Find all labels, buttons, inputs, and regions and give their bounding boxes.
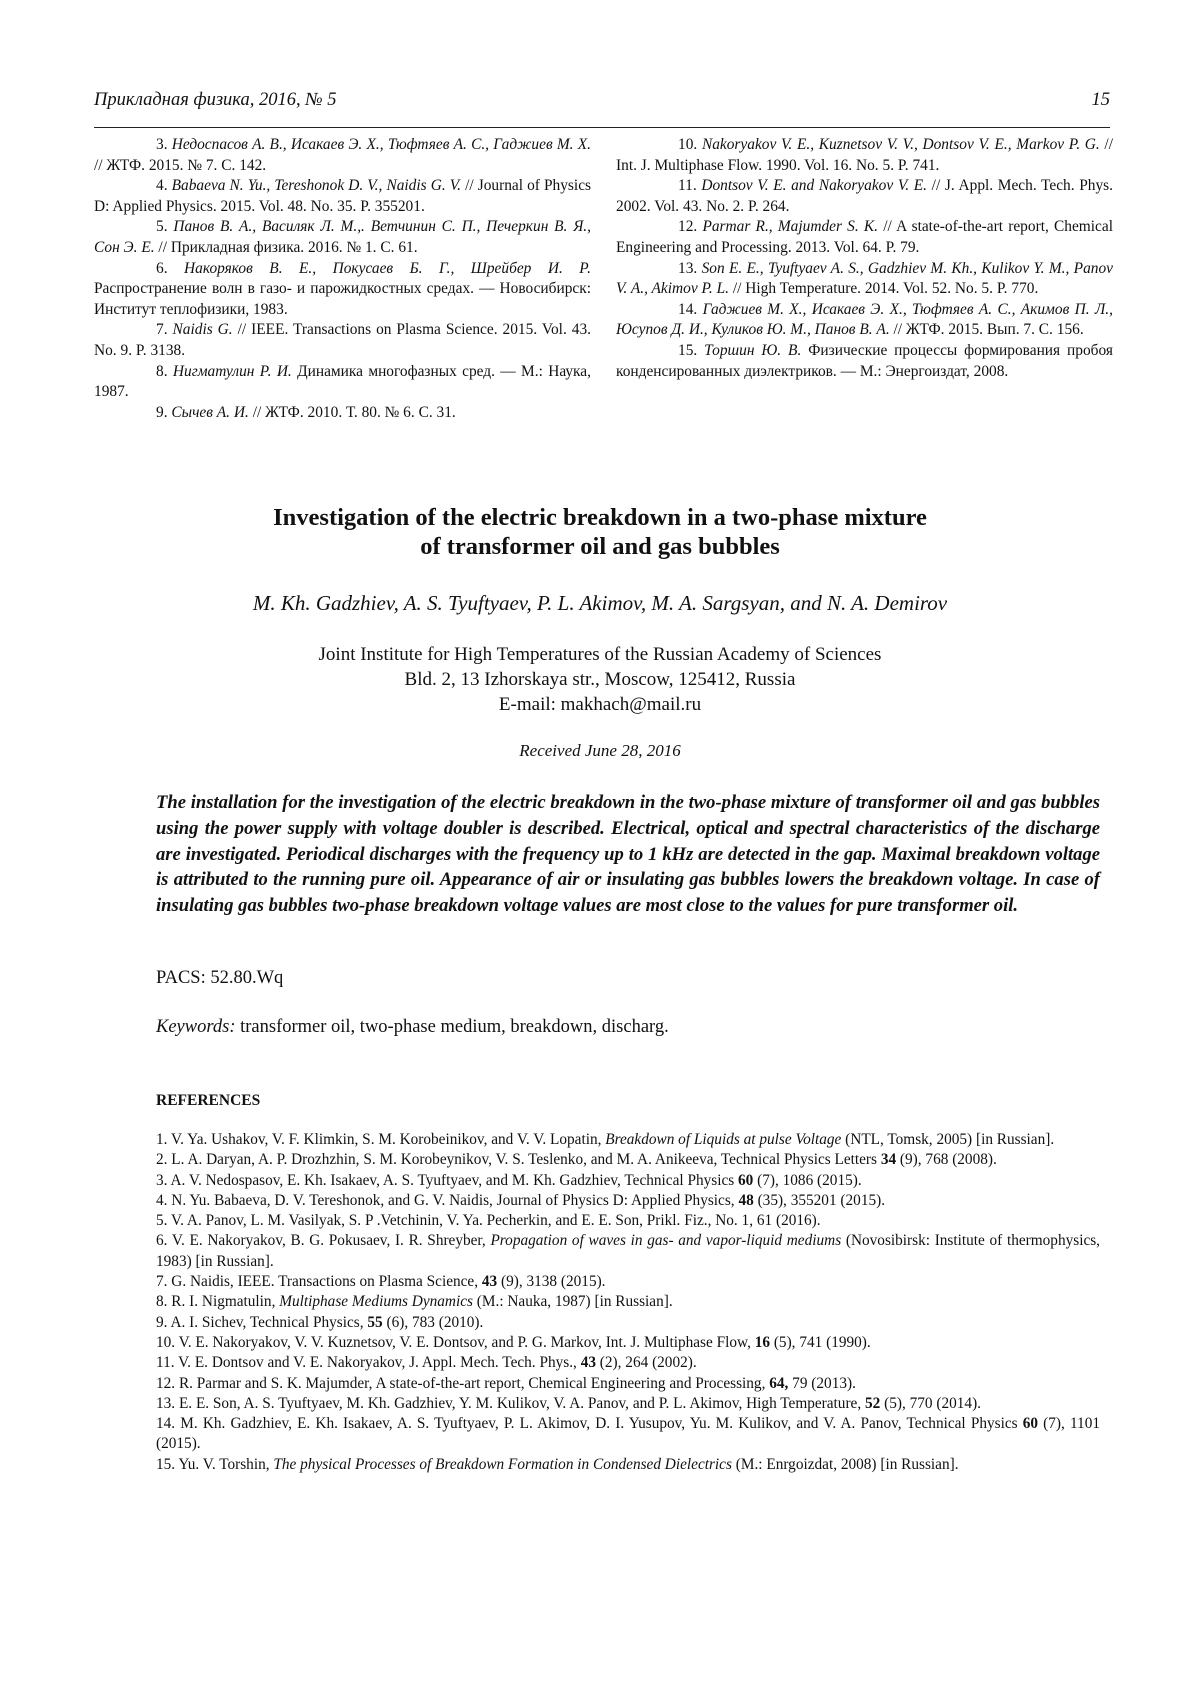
reference-authors: Торшин Ю. В. [704, 341, 802, 359]
reference-authors: Накоряков В. Е., Покусаев Б. Г., Шрейбер И. Р. [184, 259, 592, 277]
reference-entry [156, 1455, 1100, 1475]
reference-text: (Novosibirsk: Institute of thermophysics, 1983) [in Russian]. [156, 1232, 1101, 1270]
reference-text: 9. A. I. Sichev, Technical Physics, [156, 1313, 368, 1331]
reference-number: 13. [678, 259, 702, 277]
reference-volume: 34 [880, 1151, 897, 1169]
article-title-line-2: of transformer oil and gas bubbles [420, 533, 780, 560]
reference-number: 11. [678, 177, 702, 195]
reference-source: // Journal of Physics D: Applied Physics. 2015. Vol. 48. No. 35. P. 355201. [94, 177, 592, 215]
header-rule [94, 127, 1110, 128]
reference-volume: 55 [367, 1313, 383, 1331]
reference-entry [156, 1313, 1100, 1333]
references-heading: REFERENCES [156, 1092, 261, 1109]
reference-number: 7. [156, 321, 173, 339]
reference-text: 13. E. E. Son, A. S. Tyuftyaev, M. Kh. Gadzhiev, Y. M. Kulikov, V. A. Panov, and P. L. Akimov, High Temperature, [156, 1394, 865, 1412]
reference-entry [156, 1211, 1100, 1231]
reference-source: // High Temperature. 2014. Vol. 52. No. 5. P. 770. [729, 280, 1039, 298]
reference-entry [156, 1191, 1100, 1211]
reference-entry [156, 1130, 1100, 1150]
reference-text: 1. V. Ya. Ushakov, V. F. Klimkin, S. M. Korobeinikov, and V. V. Lopatin, [156, 1131, 606, 1148]
reference-source: // IEEE. Transactions on Plasma Science. 2015. Vol. 43. No. 9. P. 3138. [94, 321, 592, 359]
reference-item [94, 176, 591, 217]
reference-number: 9. [156, 403, 172, 421]
reference-text: (M.: Enrgoizdat, 2008) [in Russian]. [731, 1455, 959, 1473]
reference-authors: Nakoryakov V. E., Kuznetsov V. V., Dontsov V. E., Markov P. G. [701, 136, 1100, 153]
reference-source: // ЖТФ. 2015. № 7. С. 142. [94, 156, 267, 174]
reference-text: 3. A. V. Nedospasov, E. Kh. Isakaev, A. S. Tyuftyaev, and M. Kh. Gadzhiev, Technical Physics [156, 1171, 739, 1189]
reference-text: 10. V. E. Nakoryakov, V. V. Kuznetsov, V. E. Dontsov, and P. G. Markov, Int. J. Multiphase Flow, [156, 1333, 755, 1351]
page-number: 15 [1091, 90, 1110, 110]
reference-text: (9), 3138 (2015). [497, 1273, 606, 1291]
reference-source: Распространение волн в газо- и парожидкостных средах. — Новосибирск: Институт теплофизики, 1983. [94, 280, 591, 318]
reference-text: (9), 768 (2008). [896, 1151, 997, 1169]
reference-number: 3. [156, 136, 172, 153]
reference-item [94, 320, 591, 361]
reference-text: (5), 741 (1990). [770, 1333, 871, 1351]
reference-number: 6. [156, 259, 185, 277]
article-title [100, 503, 1100, 561]
reference-entry [156, 1353, 1100, 1373]
reference-volume: 43 [580, 1354, 596, 1372]
reference-text: 8. R. I. Nigmatulin, [156, 1293, 280, 1311]
reference-source: // Прикладная физика. 2016. № 1. С. 61. [154, 238, 418, 256]
article-title-line-1: Investigation of the electric breakdown in a two-phase mixture [273, 504, 927, 531]
affiliation [100, 642, 1100, 717]
reference-item [94, 217, 591, 258]
reference-entry [156, 1171, 1100, 1191]
reference-text: 11. V. E. Dontsov and V. E. Nakoryakov, J. Appl. Mech. Tech. Phys., [156, 1354, 581, 1372]
reference-text: (6), 783 (2010). [382, 1313, 484, 1331]
reference-authors: Гаджиев М. Х., Исакаев Э. Х., Тюфтяев А. С., Акимов П. Л., Юсупов Д. И., Куликов Ю. М., Панов В. А. [616, 300, 1113, 339]
journal-name: Прикладная физика, 2016, № 5 [94, 90, 337, 110]
reference-entry [156, 1231, 1100, 1272]
reference-authors: Недоспасов А. В., Исакаев Э. Х., Тюфтяев А. С., Гаджиев М. Х. [171, 136, 591, 153]
reference-item [94, 259, 591, 321]
russian-references-left-column [94, 135, 591, 423]
reference-volume: 43 [481, 1273, 498, 1291]
reference-text: (7), 1101 (2015). [156, 1415, 1100, 1453]
reference-title: The physical Processes of Breakdown Formation in Condensed Dielectrics [273, 1455, 732, 1473]
affiliation-institute: Joint Institute for High Temperatures of the Russian Academy of Sciences [318, 644, 882, 665]
reference-text: 6. V. E. Nakoryakov, B. G. Pokusaev, I. R. Shreyber, [156, 1232, 491, 1250]
pacs-code: PACS: 52.80.Wq [156, 968, 284, 988]
article-authors: M. Kh. Gadzhiev, A. S. Tyuftyaev, P. L. Akimov, M. A. Sargsyan, and N. A. Demirov [252, 591, 948, 615]
reference-volume: 60 [738, 1171, 754, 1189]
reference-number: 15. [678, 341, 705, 359]
reference-entry [156, 1150, 1100, 1170]
reference-entry [156, 1272, 1100, 1292]
reference-text: 14. M. Kh. Gadzhiev, E. Kh. Isakaev, A. S. Tyuftyaev, P. L. Akimov, D. I. Yusupov, Yu. M. Kulikov, and V. A. Panov, Technical Physics [156, 1415, 1023, 1433]
reference-number: 12. [678, 218, 703, 236]
reference-volume: 16 [754, 1333, 771, 1351]
reference-item [616, 259, 1113, 300]
reference-authors: Панов В. А., Василяк Л. М.,. Ветчинин С. П., Печеркин В. Я., Сон Э. Е. [94, 218, 591, 256]
reference-authors: Babaeva N. Yu., Tereshonok D. V., Naidis G. V. [171, 177, 462, 195]
reference-item [616, 176, 1113, 217]
reference-volume: 48 [738, 1191, 754, 1209]
reference-title: Breakdown of Liquids at pulse Voltage [605, 1131, 842, 1148]
reference-entry [156, 1333, 1100, 1353]
reference-source: Физические процессы формирования пробоя конденсированных диэлектриков. — М.: Энергоиздат, 2008. [616, 341, 1113, 380]
keywords-text: transformer oil, two-phase medium, breakdown, discharg. [235, 1017, 669, 1037]
reference-text: (35), 355201 (2015). [753, 1191, 886, 1209]
reference-entry [156, 1292, 1100, 1312]
reference-item [94, 362, 591, 403]
reference-item [94, 135, 591, 176]
running-head [94, 90, 1110, 116]
reference-authors: Сычев А. И. [171, 403, 249, 421]
reference-text: 4. N. Yu. Babaeva, D. V. Tereshonok, and G. V. Naidis, Journal of Physics D: Applied Physics, [156, 1191, 739, 1209]
reference-text: (M.: Nauka, 1987) [in Russian]. [472, 1293, 673, 1311]
reference-source: Динамика многофазных сред. — М.: Наука, 1987. [94, 362, 591, 401]
reference-item [616, 217, 1113, 258]
reference-source: // ЖТФ. 2015. Вып. 7. С. 156. [889, 321, 1084, 339]
reference-item [616, 135, 1113, 176]
reference-item [616, 300, 1113, 341]
reference-number: 4. [156, 177, 172, 195]
reference-volume: 64, [769, 1374, 789, 1392]
reference-title: Multiphase Mediums Dynamics [279, 1293, 473, 1311]
reference-entry [156, 1394, 1100, 1414]
reference-text: (7), 1086 (2015). [753, 1171, 862, 1189]
reference-source: // ЖТФ. 2010. Т. 80. № 6. С. 31. [248, 403, 456, 421]
reference-authors: Son E. E., Tyuftyaev A. S., Gadzhiev M. Kh., Kulikov Y. M., Panov V. A., Akimov P. L. [616, 259, 1113, 298]
reference-text: 7. G. Naidis, IEEE. Transactions on Plasma Science, [156, 1273, 482, 1291]
reference-text: 79 (2013). [788, 1374, 856, 1392]
reference-volume: 52 [865, 1394, 881, 1412]
affiliation-address: Bld. 2, 13 Izhorskaya str., Moscow, 125412, Russia [404, 669, 796, 690]
reference-authors: Parmar R., Majumder S. K. [702, 218, 879, 236]
reference-title: Propagation of waves in gas- and vapor-liquid mediums [490, 1232, 842, 1250]
reference-authors: Нигматулин Р. И. [172, 362, 292, 380]
reference-source: // Int. J. Multiphase Flow. 1990. Vol. 16. No. 5. P. 741. [616, 136, 1113, 174]
reference-authors: Naidis G. [172, 321, 233, 339]
reference-text: 15. Yu. V. Torshin, [156, 1455, 274, 1473]
russian-references-right-column [616, 135, 1113, 382]
reference-text: 5. V. A. Panov, L. M. Vasilyak, S. P .Vetchinin, V. Ya. Pecherkin, and E. E. Son, Prikl. Fiz., No. 1, 61 (2016). [156, 1212, 821, 1230]
reference-text: 2. L. A. Daryan, A. P. Drozhzhin, S. M. Korobeynikov, V. S. Teslenko, and M. A. Anikeeva, Technical Physics Letters [156, 1151, 881, 1169]
reference-source: // J. Appl. Mech. Tech. Phys. 2002. Vol. 43. No. 2. P. 264. [616, 177, 1114, 215]
reference-authors: Dontsov V. E. and Nakoryakov V. E. [701, 177, 928, 195]
reference-number: 14. [678, 300, 703, 318]
reference-entry [156, 1374, 1100, 1394]
abstract: The installation for the investigation of the electric breakdown in the two-phase mixture of transformer oil and gas bubbles using the power supply with voltage doubler is described. Electrical, optical and spectral characteristics of the discharge are investigated. Periodical discharges with the frequency up to 1 kHz are detected in the gap. Maximal breakdown voltage is attributed to the running pure oil. Appearance of air or insulating gas bubbles lowers the breakdown voltage. In case of insulating gas bubbles two-phase breakdown voltage values are most close to the values for pure transformer oil. [156, 792, 1100, 917]
references-list [156, 1130, 1100, 1475]
reference-item [616, 341, 1113, 382]
keywords-label: Keywords: [156, 1017, 236, 1037]
reference-number: 5. [156, 218, 174, 236]
reference-text: (5), 770 (2014). [880, 1394, 981, 1412]
reference-volume: 60 [1022, 1415, 1039, 1433]
reference-entry [156, 1414, 1100, 1455]
received-date: Received June 28, 2016 [519, 741, 681, 760]
reference-text: (2), 264 (2002). [595, 1354, 697, 1372]
reference-number: 8. [156, 362, 173, 380]
keywords [156, 1017, 669, 1038]
reference-number: 10. [678, 136, 702, 153]
reference-item [94, 403, 591, 424]
reference-text: (NTL, Tomsk, 2005) [in Russian]. [841, 1131, 1055, 1148]
reference-text: 12. R. Parmar and S. K. Majumder, A state-of-the-art report, Chemical Engineering and Processing, [156, 1374, 770, 1392]
reference-source: // A state-of-the-art report, Chemical Engineering and Processing. 2013. Vol. 64. P. 79. [616, 218, 1113, 256]
affiliation-email: E-mail: makhach@mail.ru [498, 694, 702, 715]
